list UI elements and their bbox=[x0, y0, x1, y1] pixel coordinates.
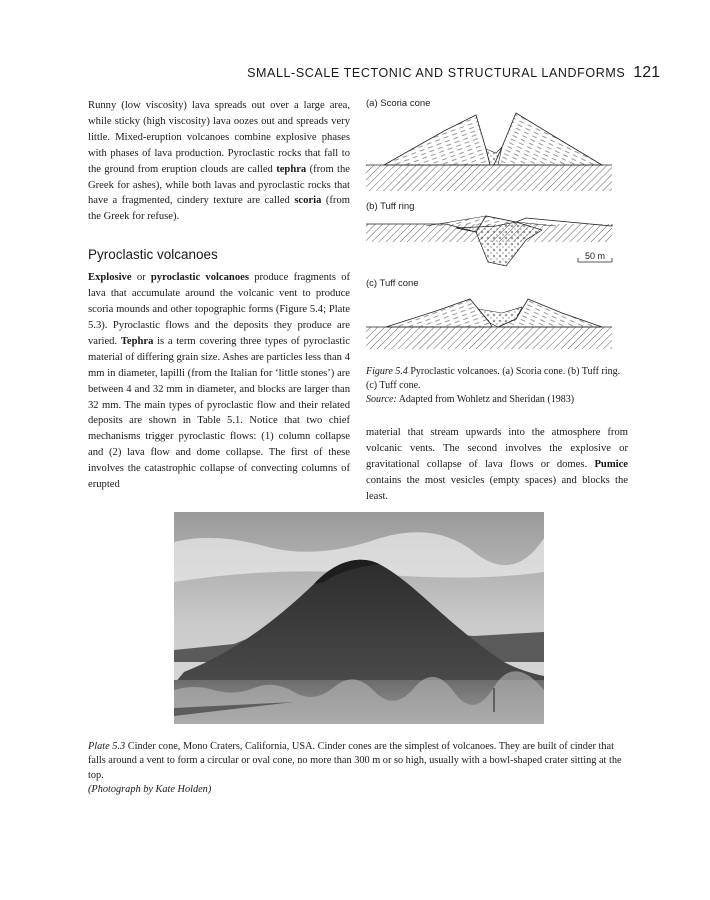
tuff-ring-rim bbox=[426, 216, 556, 226]
term-scoria: scoria bbox=[294, 195, 322, 207]
maar-crater bbox=[456, 222, 542, 266]
scoria-cone-diagram bbox=[366, 109, 628, 193]
tuff-cone-left bbox=[386, 299, 492, 327]
tuff-cone-diagram bbox=[366, 289, 628, 351]
term-tephra-2: Tephra bbox=[120, 335, 154, 347]
cinder-cone-photo bbox=[174, 512, 544, 724]
figure-source-label: Source: bbox=[366, 394, 397, 405]
panel-b-label: (b) Tuff ring bbox=[366, 201, 415, 212]
term-pumice: Pumice bbox=[594, 458, 628, 470]
figure-caption-label: Figure 5.4 bbox=[366, 366, 408, 377]
plate-caption bbox=[88, 740, 628, 798]
running-header bbox=[247, 64, 660, 82]
figure-caption bbox=[366, 365, 628, 407]
scale-label: 50 m bbox=[585, 251, 606, 261]
cone-right-flank bbox=[494, 113, 602, 165]
tuff-ring-diagram bbox=[366, 212, 628, 276]
paragraph-pyroclastic: Explosive or pyroclastic volcanoes produce fragments of lava that accumulate around the volcanic vent to produce scoria mounds and other topographic forms (Figure 5.4; Plate 5.3). Pyroclastic flows and the deposits they produce are varied. Tephra is a term covering three types of pyroclastic material of differing grain size. Ashes are particles less than 4 mm in diameter, lapilli (from the Italian for ‘little stones’) are between 4 and 32 mm in diameter, and blocks are larger than 32 mm. The main types of pyroclastic flow and their related deposits are shown in Table 5.1. Notice that two chief mechanisms trigger pyroclastic flows: (1) column collapse and (2) lava flow and dome collapse. The first of these involves the catastrophic collapse of convecting columns of erupted bbox=[88, 272, 351, 491]
term-explosive: Explosive bbox=[88, 272, 132, 284]
plate-caption-text: Cinder cone, Mono Craters, California, USA. Cinder cones are the simplest of volcanoes. They are built of cinder that falls around a vent to form a circular or oval cone, no more than 300 m or so high, usually with a bowl-shaped crater sitting at the top. bbox=[88, 741, 622, 781]
section-heading: Pyroclastic volcanoes bbox=[88, 247, 218, 263]
left-column bbox=[88, 98, 350, 493]
page-number: 121 bbox=[633, 64, 660, 81]
figure-source-text: Adapted from Wohletz and Sheridan (1983) bbox=[398, 394, 575, 405]
figure-caption-text: Pyroclastic volcanoes. (a) Scoria cone. (b) Tuff ring. (c) Tuff cone. bbox=[366, 366, 621, 391]
term-tephra: tephra bbox=[276, 163, 307, 175]
term-pyroclastic-volcanoes: pyroclastic volcanoes bbox=[150, 272, 249, 284]
panel-c-label: (c) Tuff cone bbox=[366, 278, 419, 289]
plate-label: Plate 5.3 bbox=[88, 741, 126, 752]
cone-left-flank bbox=[384, 115, 490, 165]
right-column bbox=[366, 98, 628, 505]
running-title: SMALL-SCALE TECTONIC AND STRUCTURAL LANDFORMS bbox=[247, 66, 626, 80]
paragraph-pumice: material that stream upwards into the atmosphere from volcanic vents. The second involves the explosive or gravitational collapse of lava flows or domes. Pumice contains the most vesicles (empty spaces) and blocks the least. bbox=[366, 427, 628, 502]
panel-a-label: (a) Scoria cone bbox=[366, 98, 431, 109]
plate-credit: (Photograph by Kate Holden) bbox=[88, 784, 212, 796]
basement-layer bbox=[366, 165, 612, 191]
paragraph-lava-types: Runny (low viscosity) lava spreads out over a large area, while sticky (high viscosity) lava oozes out and spreads very little. Mixed-eruption volcanoes combine explosive phases with phases of lava production. Pyroclastic rocks that fall to the ground from eruption clouds are called tephra (from the Greek for ashes), while both lavas and pyroclastic rocks that have a fragmented, cindery texture are called scoria (from the Greek for refuse). bbox=[88, 100, 350, 223]
